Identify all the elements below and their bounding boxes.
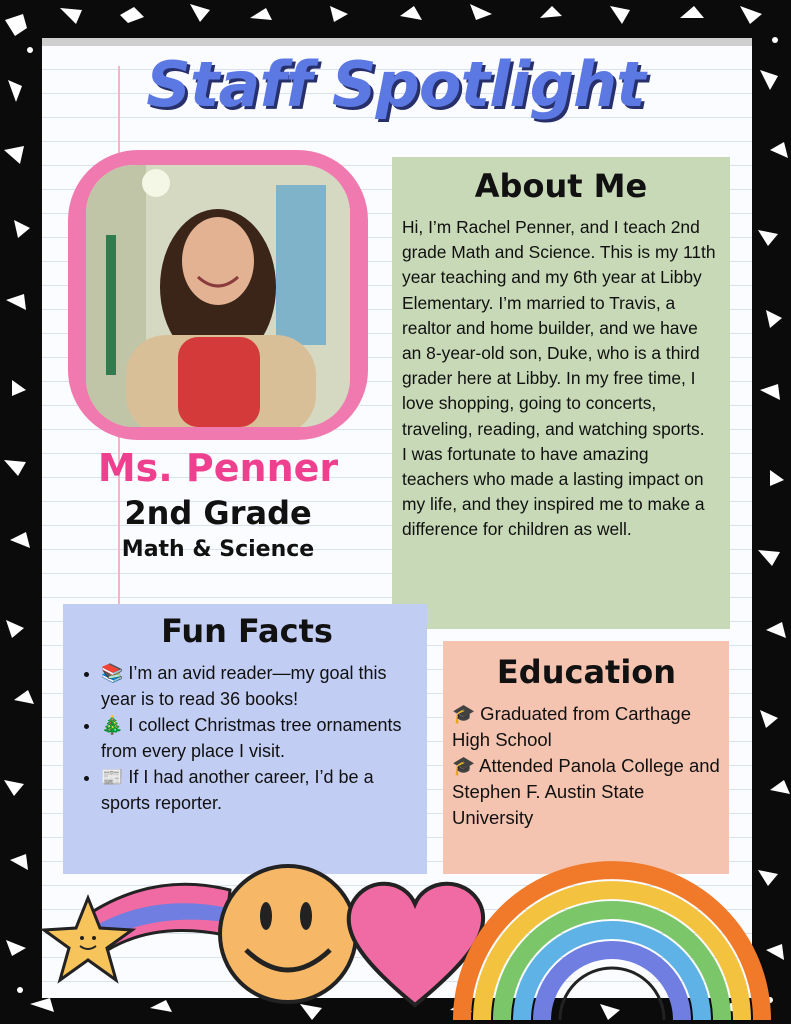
education-item: 🎓 Graduated from Carthage High School: [452, 703, 691, 750]
shooting-star-icon: [44, 884, 230, 980]
education-item: 🎓 Attended Panola College and Stephen F. Austin State University: [452, 755, 720, 828]
teacher-name: Ms. Penner: [97, 446, 339, 490]
about-me-text: [402, 215, 720, 543]
fun-fact-item: • 🎄 I collect Christmas tree ornaments from every place I visit.: [101, 712, 417, 764]
education-box: [443, 641, 729, 874]
fun-facts-box: [63, 604, 427, 874]
fun-facts-heading: Fun Facts: [161, 612, 333, 650]
about-me-heading: About Me: [474, 167, 648, 205]
education-list: [452, 701, 721, 831]
about-paragraph: Hi, I’m Rachel Penner, and I teach 2nd grade Math and Science. This is my 11th year teaching and my 6th year at Libby Elementary. I’m married to Travis, a realtor and home builder, and we have an 8-year-old son, Duke, who is a third grader here at Libby. In my free time, I love shopping, going to concerts, traveling, reading, and watching sports.: [402, 217, 716, 439]
sticker-row: [0, 860, 791, 1024]
page-title: Staff Spotlight: [146, 48, 645, 121]
about-me-box: [392, 157, 730, 629]
fun-fact-item: • 📚 I’m an avid reader—my goal this year is to read 36 books!: [101, 660, 417, 712]
teacher-grade: 2nd Grade: [124, 494, 312, 532]
fun-facts-list: [77, 660, 417, 816]
education-heading: Education: [496, 653, 677, 691]
about-paragraph: I was fortunate to have amazing teachers who made a lasting impact on my life, and they inspired me to make a difference for children as well.: [402, 443, 705, 540]
smiley-face-icon: [220, 866, 356, 1002]
rainbow-icon: [462, 870, 762, 1020]
teacher-photo: [86, 165, 350, 427]
fun-fact-item: • 📰 If I had another career, I’d be a sports reporter.: [101, 764, 417, 816]
teacher-subject: Math & Science: [121, 537, 315, 562]
